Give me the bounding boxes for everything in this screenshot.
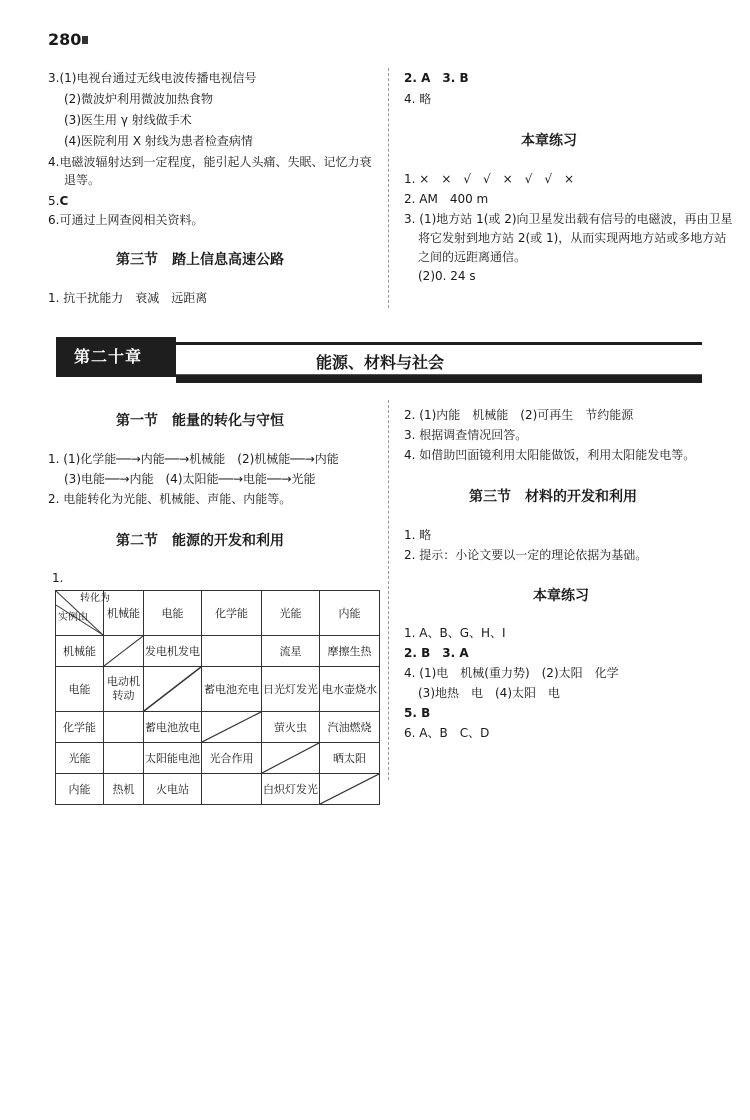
q3-line-2: (2)微波炉利用微波加热食物	[64, 92, 213, 106]
table-header-cell: 光能	[262, 591, 320, 636]
table-row	[56, 636, 380, 667]
q4-text-1: 电磁波辐射达到一定程度，能引起人头痛、失眠、记忆力衰	[59, 155, 372, 169]
table-row-label: 光能	[56, 743, 104, 774]
section3-title: 第三节 踏上信息高速公路	[116, 252, 284, 268]
table-cell: 流星	[262, 636, 320, 667]
chapter-bar-bottom	[176, 375, 702, 383]
rb-q3: 3. 根据调查情况回答。	[404, 428, 528, 442]
section1-title: 第一节 能量的转化与守恒	[116, 413, 284, 429]
practice-q3-line-1: 3. (1)地方站 1(或 2)向卫星发出载有信号的电磁波，再由卫星	[404, 212, 733, 226]
table-header-row	[56, 591, 380, 636]
rb-section3-title: 第三节 材料的开发和利用	[469, 489, 637, 505]
table-cell-diagonal	[262, 743, 320, 774]
table-cell: 光合作用	[202, 743, 262, 774]
table-cell: 火电站	[144, 774, 202, 805]
rb-practice-q1: 1. A、B、G、H、I	[404, 626, 506, 640]
section2-q1-label: 1.	[52, 571, 64, 585]
table-cell-diagonal	[202, 712, 262, 743]
section1-q2: 2. 电能转化为光能、机械能、声能、内能等。	[48, 492, 292, 506]
table-cell: 蓄电池充电	[202, 667, 262, 712]
q4-answer: 4. 略	[404, 92, 432, 106]
q5-number: 5.	[48, 194, 60, 208]
chapter-practice-title-2: 本章练习	[533, 588, 589, 604]
column-divider-bottom	[388, 400, 389, 780]
q2-q3-answers: 2. A 3. B	[404, 71, 469, 85]
table-row	[56, 667, 380, 712]
table-row	[56, 712, 380, 743]
table-cell: 热机	[104, 774, 144, 805]
q4-line-1	[48, 154, 371, 170]
table-row-label: 内能	[56, 774, 104, 805]
q3-line-3: (3)医生用 γ 射线做手术	[64, 113, 192, 127]
table-header-cell: 化学能	[202, 591, 262, 636]
rb-practice-q2-q3: 2. B 3. A	[404, 646, 469, 660]
rb-q4: 4. 如借助凹面镜利用太阳能做饭，利用太阳能发电等。	[404, 448, 696, 462]
table-cell: 蓄电池放电	[144, 712, 202, 743]
rb-practice-q5: 5. B	[404, 706, 431, 720]
table-cell-diagonal	[320, 774, 380, 805]
table-row	[56, 743, 380, 774]
diagonal-slash	[320, 774, 379, 804]
table-corner-cell	[56, 591, 110, 636]
rb-practice-q4-line-2: (3)地热 电 (4)太阳 电	[418, 686, 560, 700]
rb-q2: 2. (1)内能 机械能 (2)可再生 节约能源	[404, 408, 634, 422]
table-cell	[202, 636, 262, 667]
q3-text-1: (1)电视台通过无线电波传播电视信号	[59, 71, 257, 85]
diagonal-slash	[202, 712, 261, 742]
table-cell	[104, 712, 144, 743]
q3-line-4: (4)医院利用 X 射线为患者检查病情	[64, 134, 253, 148]
q5-line	[48, 193, 68, 209]
q3-line-1	[48, 70, 256, 86]
section1-q1-line-2: (3)电能──→内能 (4)太阳能──→电能──→光能	[64, 472, 316, 486]
table-cell: 电水壶烧水	[320, 667, 380, 712]
corner-label-top: 转化为	[80, 593, 110, 604]
q4-line-2: 退等。	[64, 173, 101, 187]
practice-q3-line-4: (2)0. 24 s	[418, 269, 476, 283]
table-cell: 汽油燃烧	[320, 712, 380, 743]
table-header-cell: 内能	[320, 591, 380, 636]
q4-number: 4.	[48, 155, 60, 169]
chapter-label: 第二十章	[74, 347, 143, 366]
rb-practice-q6: 6. A、B C、D	[404, 726, 490, 740]
diagonal-slash	[144, 667, 201, 711]
table-row-label: 机械能	[56, 636, 104, 667]
diagonal-slash	[262, 743, 319, 773]
page-marker	[82, 36, 88, 44]
q6-text: 可通过上网查阅相关资料。	[59, 213, 204, 227]
table-row-label: 化学能	[56, 712, 104, 743]
table-cell: 电动机转动	[104, 667, 144, 712]
section2-title: 第二节 能源的开发和利用	[116, 533, 284, 549]
table-header-cell: 电能	[144, 591, 202, 636]
page-number: 280	[48, 30, 82, 49]
corner-label-bottom: 实例由	[58, 612, 88, 623]
table-cell: 太阳能电池	[144, 743, 202, 774]
rb-section3-q1: 1. 略	[404, 528, 432, 542]
table-cell-diagonal	[144, 667, 202, 712]
table-cell: 摩擦生热	[320, 636, 380, 667]
q5-answer: C	[59, 194, 69, 208]
energy-conversion-table	[55, 590, 380, 805]
table-cell: 萤火虫	[262, 712, 320, 743]
practice-q3-line-2: 将它发射到地方站 2(或 1)，从而实现两地方站或多地方站	[418, 231, 727, 245]
chapter-title: 能源、材料与社会	[316, 353, 445, 372]
q6-number: 6.	[48, 213, 60, 227]
section3-q1: 1. 抗干扰能力 衰减 远距离	[48, 291, 208, 305]
table-cell	[202, 774, 262, 805]
section1-q1-line-1: 1. (1)化学能──→内能──→机械能 (2)机械能──→内能	[48, 452, 339, 466]
table-row-label: 电能	[56, 667, 104, 712]
table-cell	[104, 743, 144, 774]
rb-section3-q2: 2. 提示：小论文要以一定的理论依据为基础。	[404, 548, 648, 562]
table-cell: 白炽灯发光	[262, 774, 320, 805]
diagonal-slash	[104, 636, 143, 666]
q6-line	[48, 212, 203, 228]
practice-q2: 2. AM 400 m	[404, 192, 489, 206]
rb-practice-q4-line-1: 4. (1)电 机械(重力势) (2)太阳 化学	[404, 666, 619, 680]
practice-q1: 1. × × √ √ × √ √ ×	[404, 172, 575, 186]
practice-q3-line-3: 之间的远距离通信。	[418, 250, 527, 264]
table-header-cell: 机械能	[104, 591, 144, 636]
table-row	[56, 774, 380, 805]
chapter-practice-title-1: 本章练习	[521, 133, 577, 149]
column-divider-top	[388, 68, 389, 308]
q3-number: 3.	[48, 71, 60, 85]
table-cell-diagonal	[104, 636, 144, 667]
table-cell: 发电机发电	[144, 636, 202, 667]
table-cell: 晒太阳	[320, 743, 380, 774]
table-cell: 日光灯发光	[262, 667, 320, 712]
